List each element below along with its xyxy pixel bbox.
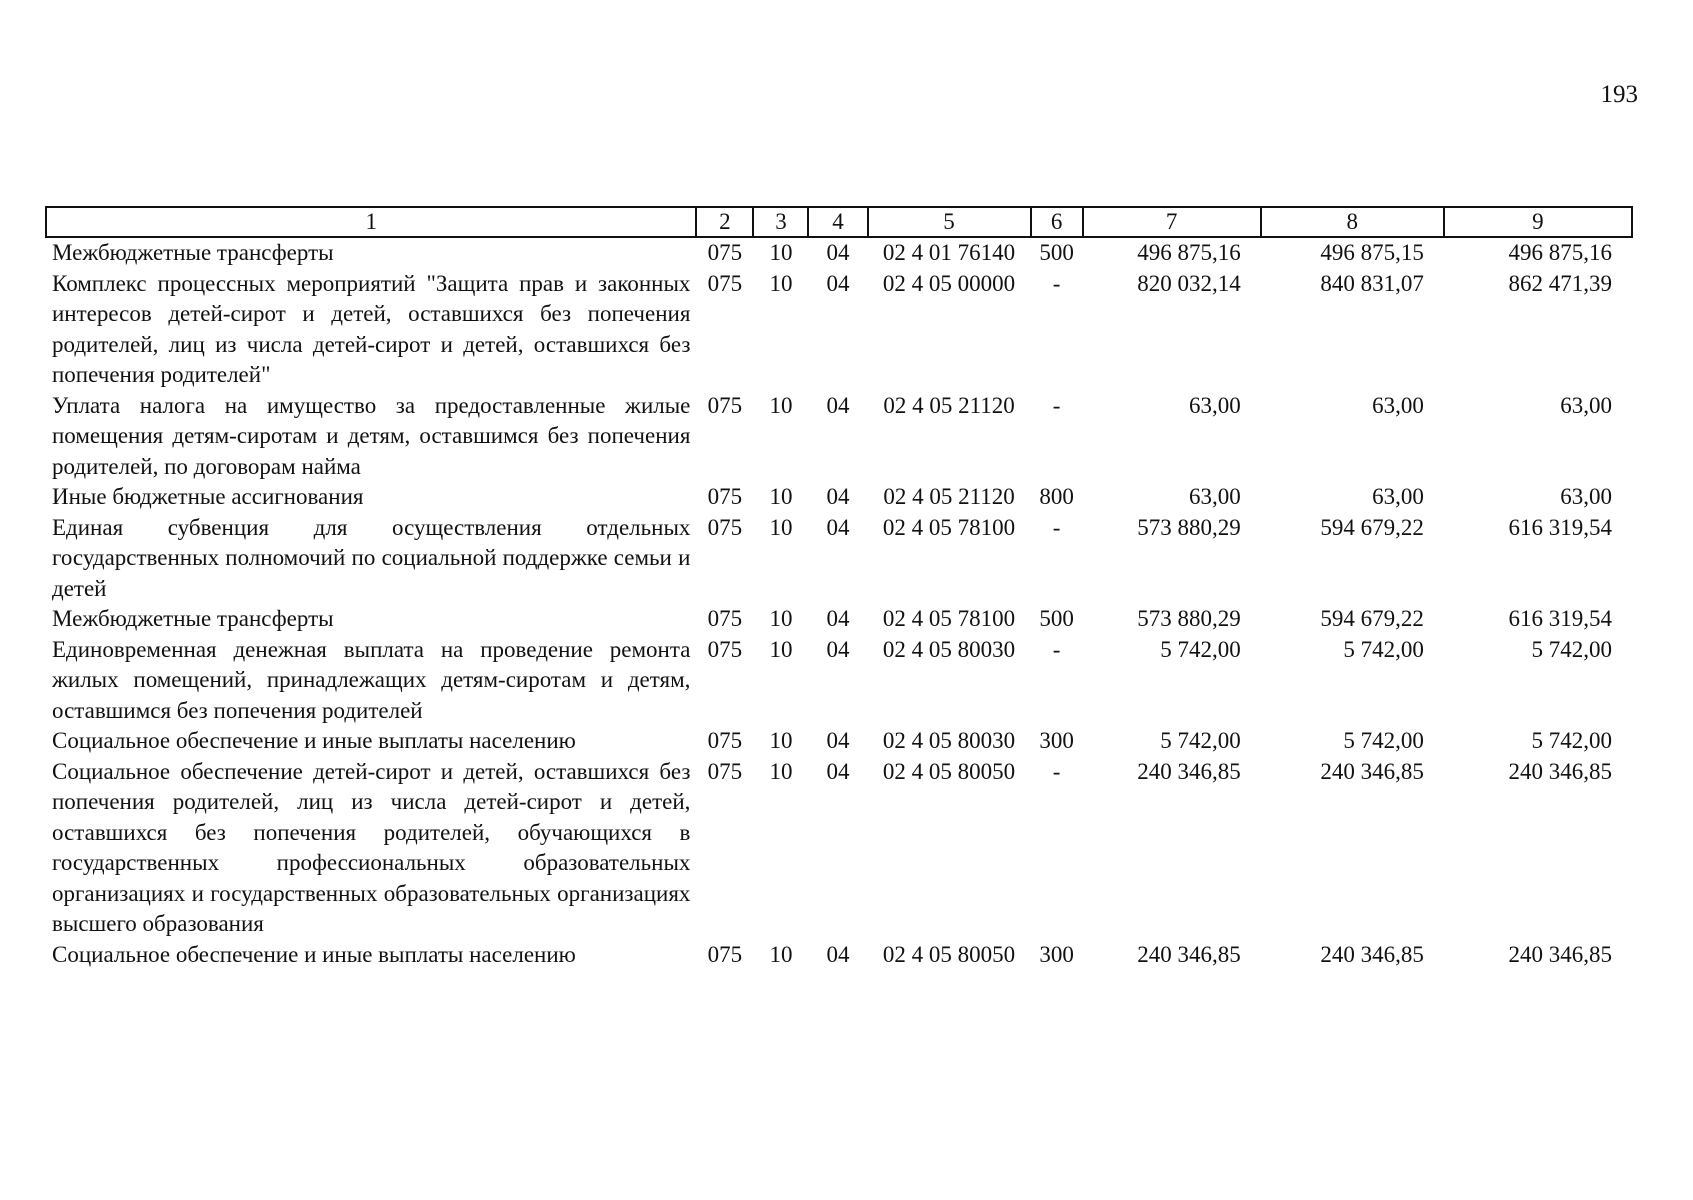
target-article-cell: 02 4 05 80030 [882,636,1016,662]
column-header: 4 [808,207,867,237]
amount-cell: 616 319,54 [1508,606,1612,631]
expense-type-cell: - [1052,392,1061,418]
amount-cell: 594 679,22 [1320,514,1424,540]
column-header: 2 [696,207,753,237]
amount-cell: 63,00 [1560,484,1612,509]
amount-cell: 496 875,16 [1137,240,1241,265]
amount-cell: 573 880,29 [1137,606,1241,631]
amount-cell: 5 742,00 [1343,636,1424,662]
target-article-cell: 02 4 01 76140 [882,240,1016,265]
admin-code-cell: 075 [707,728,743,753]
amount-cell: 616 319,54 [1508,514,1612,540]
expense-type-cell: - [1052,270,1061,296]
expense-type-cell: - [1052,636,1061,662]
amount-cell: 496 875,15 [1320,240,1424,265]
row-name-cell: Социальное обеспечение детей-сирот и детей, оставшихся без попечения родителей, лиц из числа детей-сирот и детей, оставшихся без попечения родителей, обучающихся в государственных профессиональных образовательных организациях и государственных образовательных организациях высшего образования [52,758,691,936]
expense-type-cell: 300 [1039,941,1074,967]
target-article-cell: 02 4 05 80050 [882,941,1016,967]
amount-cell: 496 875,16 [1508,240,1612,265]
table-row [46,513,1632,605]
row-name-cell: Социальное обеспечение и иные выплаты населению [52,728,576,753]
amount-cell: 240 346,85 [1137,941,1241,967]
subsection-cell: 04 [826,484,850,509]
subsection-cell: 04 [826,392,850,418]
table-row [46,635,1632,727]
column-header: 3 [753,207,808,237]
expense-type-cell: 500 [1039,606,1074,631]
section-cell: 10 [769,636,793,662]
row-name-cell: Иные бюджетные ассигнования [52,484,364,509]
column-header: 8 [1261,207,1444,237]
section-cell: 10 [769,728,793,753]
table-row [46,482,1632,513]
amount-cell: 240 346,85 [1137,758,1241,784]
subsection-cell: 04 [826,758,850,784]
amount-cell: 5 742,00 [1531,728,1612,753]
admin-code-cell: 075 [707,392,743,418]
table-header-row [46,207,1632,237]
amount-cell: 63,00 [1372,484,1424,509]
section-cell: 10 [769,392,793,418]
target-article-cell: 02 4 05 80030 [882,728,1016,753]
amount-cell: 240 346,85 [1320,941,1424,967]
table-row [46,726,1632,757]
column-header: 5 [868,207,1031,237]
amount-cell: 5 742,00 [1160,636,1241,662]
column-header: 1 [46,207,696,237]
column-header: 7 [1083,207,1261,237]
subsection-cell: 04 [826,240,850,265]
amount-cell: 5 742,00 [1531,636,1612,662]
admin-code-cell: 075 [707,270,743,296]
table-row [46,269,1632,391]
row-name-cell: Межбюджетные трансферты [52,240,334,265]
target-article-cell: 02 4 05 78100 [882,514,1016,540]
row-name-cell: Комплекс процессных мероприятий "Защита прав и законных интересов детей-сирот и детей, оставшихся без попечения родителей, лиц из числа детей-сирот и детей, оставшихся без попечения родителей" [52,270,691,387]
expense-type-cell: 500 [1039,240,1074,265]
admin-code-cell: 075 [707,240,743,265]
column-header: 6 [1031,207,1083,237]
row-name-cell: Межбюджетные трансферты [52,606,334,631]
admin-code-cell: 075 [707,636,743,662]
admin-code-cell: 075 [707,484,743,509]
subsection-cell: 04 [826,728,850,753]
admin-code-cell: 075 [707,941,743,967]
expense-type-cell: - [1052,758,1061,784]
section-cell: 10 [769,270,793,296]
table-row [46,604,1632,635]
section-cell: 10 [769,941,793,967]
amount-cell: 5 742,00 [1343,728,1424,753]
amount-cell: 63,00 [1188,392,1241,418]
admin-code-cell: 075 [707,758,743,784]
amount-cell: 63,00 [1372,392,1424,418]
row-name-cell: Социальное обеспечение и иные выплаты населению [52,941,576,967]
target-article-cell: 02 4 05 21120 [883,484,1015,509]
subsection-cell: 04 [826,636,850,662]
table-row [46,757,1632,940]
target-article-cell: 02 4 05 00000 [882,270,1016,296]
amount-cell: 840 831,07 [1320,270,1424,296]
table-row [46,940,1632,971]
budget-table [45,206,1633,970]
amount-cell: 240 346,85 [1508,941,1612,967]
target-article-cell: 02 4 05 78100 [882,606,1016,631]
amount-cell: 862 471,39 [1508,270,1612,296]
row-name-cell: Единая субвенция для осуществления отдельных государственных полномочий по социальной поддержке семьи и детей [52,514,691,601]
section-cell: 10 [769,606,793,631]
subsection-cell: 04 [826,270,850,296]
subsection-cell: 04 [826,514,850,540]
table-row [46,391,1632,483]
section-cell: 10 [769,758,793,784]
subsection-cell: 04 [826,941,850,967]
amount-cell: 5 742,00 [1160,728,1241,753]
section-cell: 10 [769,484,793,509]
amount-cell: 63,00 [1188,484,1241,509]
expense-type-cell: - [1052,514,1061,540]
amount-cell: 240 346,85 [1508,758,1612,784]
admin-code-cell: 075 [707,514,743,540]
row-name-cell: Уплата налога на имущество за предоставленные жилые помещения детям-сиротам и детям, оставшимся без попечения родителей, по договорам найма [52,392,691,479]
amount-cell: 573 880,29 [1137,514,1241,540]
expense-type-cell: 300 [1039,728,1074,753]
section-cell: 10 [769,240,793,265]
amount-cell: 820 032,14 [1137,270,1241,296]
table-body [46,237,1632,970]
admin-code-cell: 075 [707,606,743,631]
expense-type-cell: 800 [1039,484,1074,509]
target-article-cell: 02 4 05 80050 [882,758,1016,784]
row-name-cell: Единовременная денежная выплата на проведение ремонта жилых помещений, принадлежащих детям-сиротам и детям, оставшимся без попечения родителей [52,636,691,723]
amount-cell: 240 346,85 [1320,758,1424,784]
subsection-cell: 04 [826,606,850,631]
amount-cell: 63,00 [1560,392,1612,418]
amount-cell: 594 679,22 [1320,606,1424,631]
section-cell: 10 [769,514,793,540]
column-header: 9 [1444,207,1632,237]
table-row [46,237,1632,269]
target-article-cell: 02 4 05 21120 [883,392,1015,418]
page-number: 193 [1600,81,1638,108]
